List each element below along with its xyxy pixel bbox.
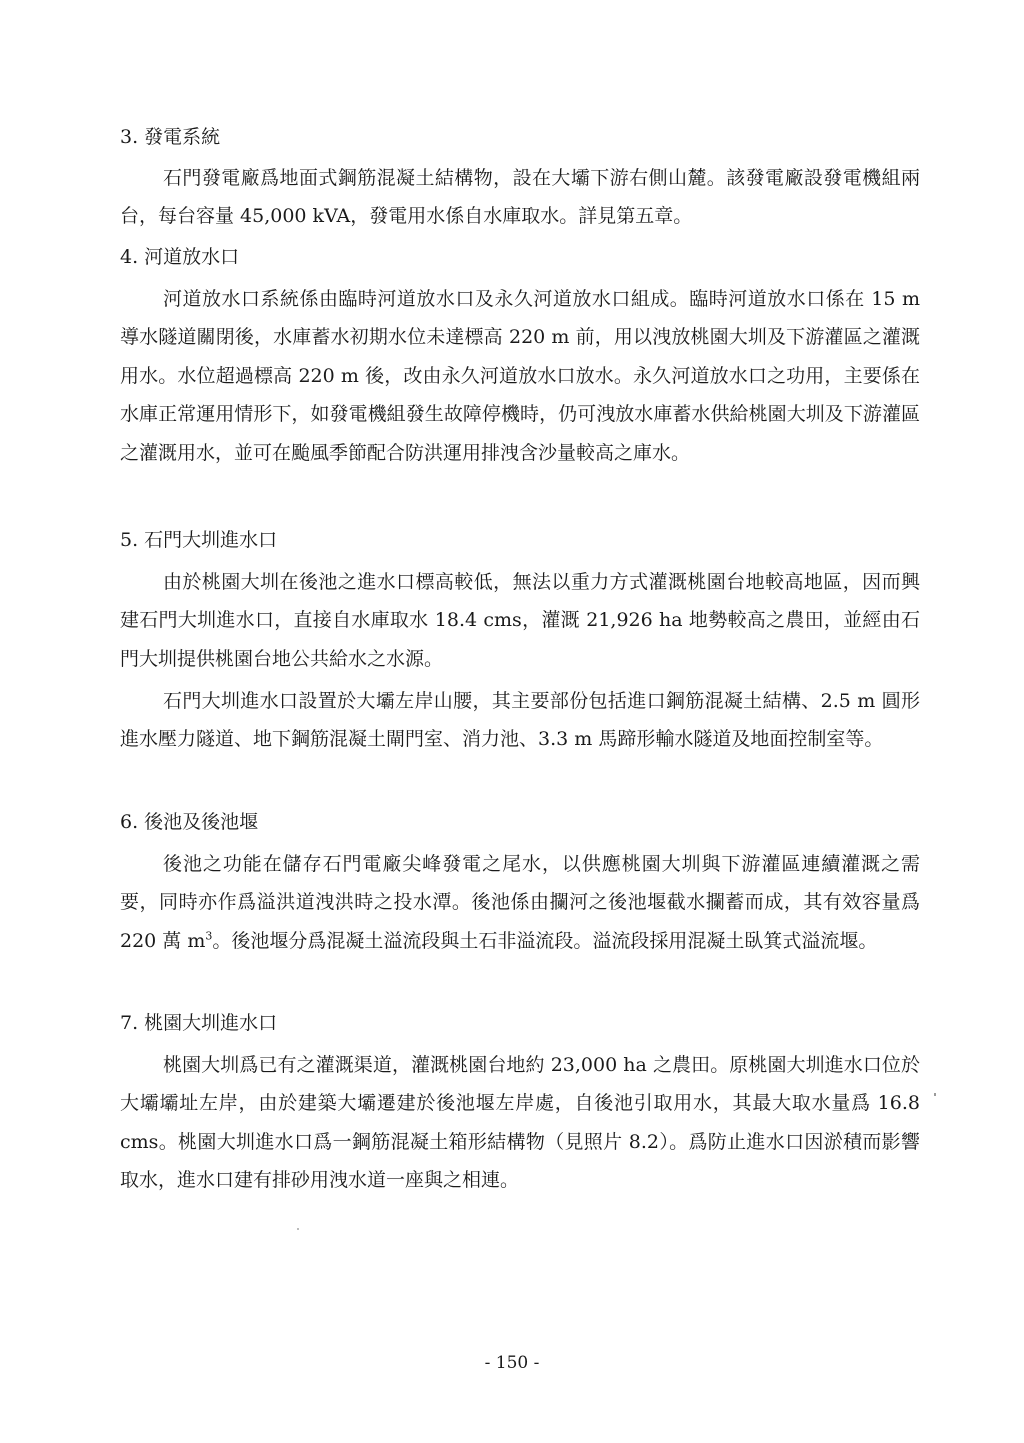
section-heading-shihmen-canal-intake: 5. 石門大圳進水口 [120,529,278,551]
paragraph-taoyuan-canal-intake: 桃園大圳爲已有之灌溉渠道，灌溉桃園台地約 23,000 ha 之農田。原桃園大圳進水口位於大壩壩址左岸，由於建築大壩遷建於後池堰左岸處，自後池引取用水，其最大取水量爲 16.8 cms。桃園大圳進水口爲一鋼筋混凝土箱形結構物（見照片 8.2）。爲防止進水口因淤積而影響取水，進水口建有排砂用洩水道一座與之相連。 [120,1054,920,1192]
afterbay-text-part-2: 。後池堰分爲混凝土溢流段與土石非溢流段。溢流段採用混凝土臥箕式溢流堰。 [212,929,878,952]
section-heading-power-system: 3. 發電系統 [120,126,221,148]
paragraph-river-outlet: 河道放水口系統係由臨時河道放水口及永久河道放水口組成。臨時河道放水口係在 15 m 導水隧道關閉後，水庫蓄水初期水位未達標高 220 m 前，用以洩放桃園大圳及下游灌區之灌溉用水。水位超過標高 220 m 後，改由永久河道放水口放水。永久河道放水口之功用，主要係在水庫正常運用情形下，如發電機組發生故障停機時，仍可洩放水庫蓄水供給桃園大圳及下游灌區之灌溉用水，並可在颱風季節配合防洪運用排洩含沙量較高之庫水。 [120,288,920,464]
section-heading-taoyuan-canal-intake: 7. 桃園大圳進水口 [120,1012,278,1034]
scan-speck [297,1228,299,1230]
paragraph-power-system: 石門發電廠爲地面式鋼筋混凝土結構物，設在大壩下游右側山麓。該發電廠設發電機組兩台，每台容量 45,000 kVA，發電用水係自水庫取水。詳見第五章。 [120,167,920,228]
paragraph-shihmen-canal-intake-2: 石門大圳進水口設置於大壩左岸山腰，其主要部份包括進口鋼筋混凝土結構、2.5 m 圓形進水壓力隧道、地下鋼筋混凝土閘門室、消力池、3.3 m 馬蹄形輸水隧道及地面控制室等。 [120,690,920,751]
section-heading-river-outlet: 4. 河道放水口 [120,246,240,268]
section-heading-afterbay: 6. 後池及後池堰 [120,811,259,833]
afterbay-text-part-1: 後池之功能在儲存石門電廠尖峰發電之尾水，以供應桃園大圳與下游灌區連續灌溉之需要，同時亦作爲溢洪道洩洪時之投水潭。後池係由攔河之後池堰截水攔蓄而成，其有效容量爲 220 萬 m [120,853,920,952]
page-number: - 150 - [484,1353,540,1373]
paragraph-shihmen-canal-intake-1: 由於桃園大圳在後池之進水口標高較低，無法以重力方式灌溉桃園台地較高地區，因而興建石門大圳進水口，直接自水庫取水 18.4 cms，灌溉 21,926 ha 地勢較高之農田，並經由石門大圳提供桃園台地公共給水之水源。 [120,571,920,670]
scan-speck [934,1093,936,1096]
paragraph-afterbay [120,845,920,960]
cubic-superscript: 3 [205,929,213,943]
